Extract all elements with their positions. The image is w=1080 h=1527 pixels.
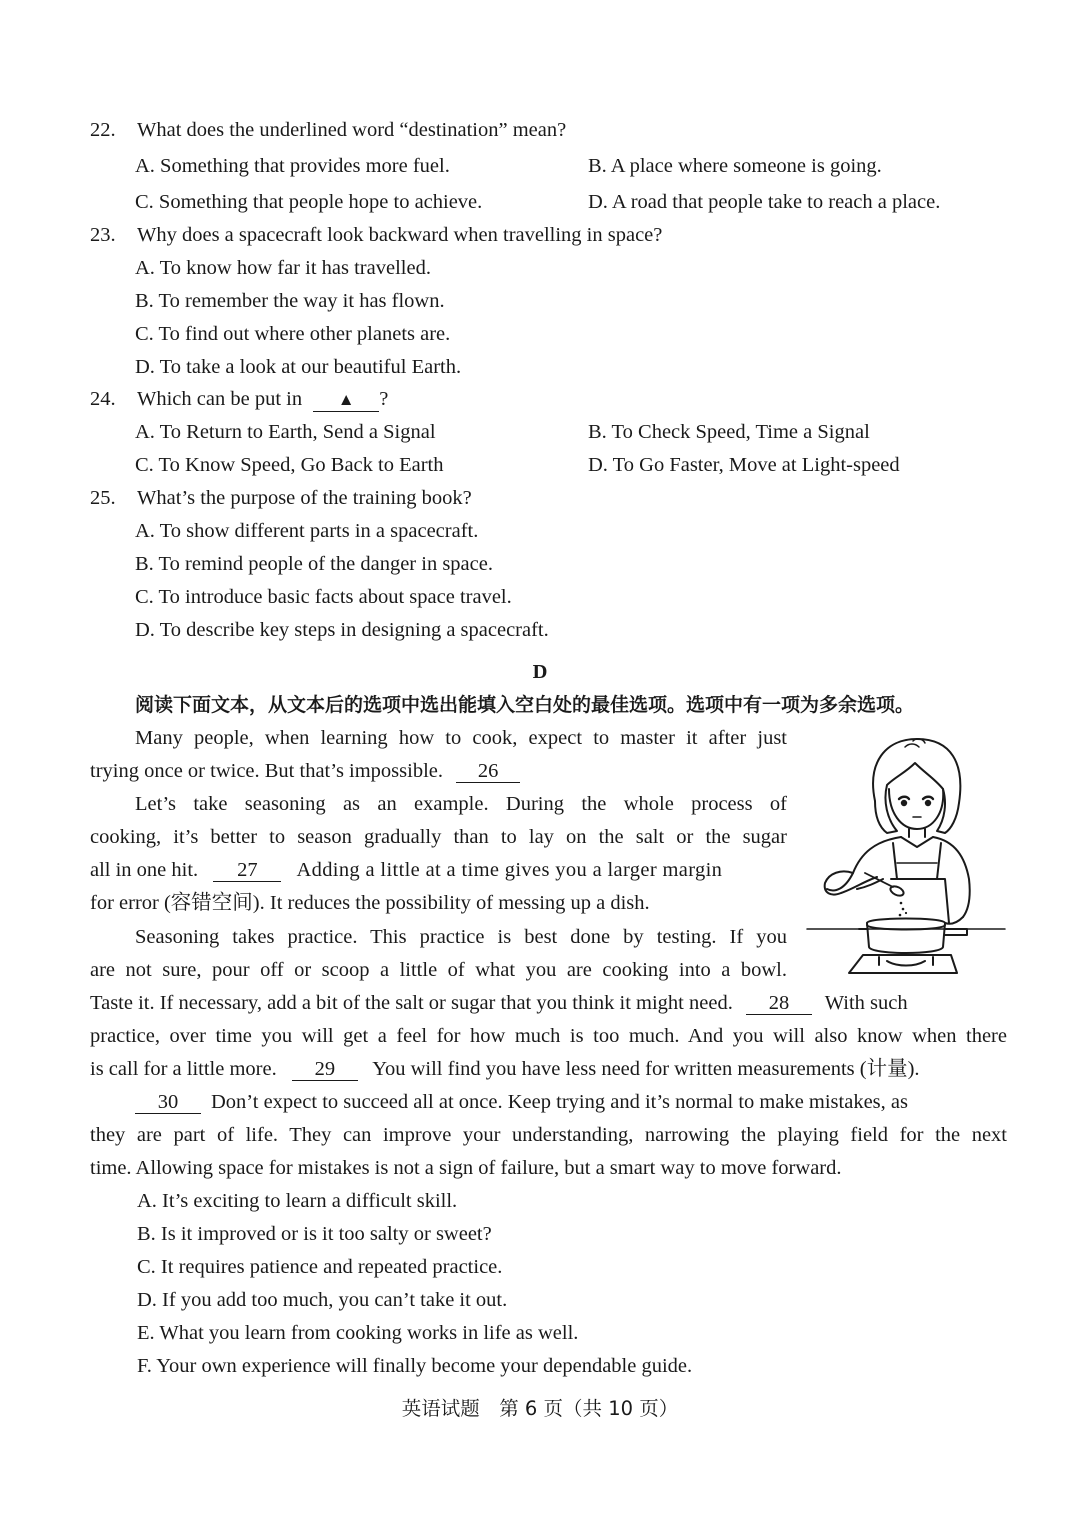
q25-number: 25. xyxy=(90,487,116,509)
q22-option-a: A. Something that provides more fuel. xyxy=(135,155,450,177)
option-b: B. Is it improved or is it too salty or sweet? xyxy=(137,1223,492,1245)
option-f: F. Your own experience will finally become your dependable guide. xyxy=(137,1355,693,1377)
passage-p3-line2: are not sure, pour off or scoop a little of what you are cooking into a bowl. xyxy=(90,959,787,981)
passage-p3-line5 xyxy=(90,1056,920,1082)
q24-stem xyxy=(137,386,388,412)
passage-p2-line3-post: Adding a little at a time gives you a larger margin xyxy=(296,859,723,881)
passage-p1-line1: Many people, when learning how to cook, expect to master it after just xyxy=(135,727,787,749)
passage-p3-line4: practice, over time you will get a feel for how much is too much. And you will also know when there xyxy=(90,1025,1007,1047)
q24-blank: ▲ xyxy=(313,389,379,412)
q24-stem-post: ? xyxy=(379,388,389,410)
passage-p2-line3 xyxy=(90,857,722,883)
passage-p4-line3: time. Allowing space for mistakes is not a sign of failure, but a smart way to move forward. xyxy=(90,1157,842,1179)
q23-number: 23. xyxy=(90,224,116,246)
q22-option-b: B. A place where someone is going. xyxy=(588,155,882,177)
q25-option-d: D. To describe key steps in designing a spacecraft. xyxy=(135,619,549,641)
passage-p4-line2: they are part of life. They can improve your understanding, narrowing the playing field for the next xyxy=(90,1124,1007,1146)
q24-option-b: B. To Check Speed, Time a Signal xyxy=(588,421,870,443)
q24-option-a: A. To Return to Earth, Send a Signal xyxy=(135,421,436,443)
passage-p3-line3 xyxy=(90,990,908,1016)
passage-p4-line1 xyxy=(135,1089,908,1115)
q24-option-c: C. To Know Speed, Go Back to Earth xyxy=(135,454,444,476)
girl-cooking-illustration xyxy=(805,733,1010,978)
q25-stem: What’s the purpose of the training book? xyxy=(137,487,472,509)
passage-p3-line5-post: You will find you have less need for written measurements (计量). xyxy=(372,1058,920,1080)
blank-26: 26 xyxy=(456,760,520,783)
section-instruction: 阅读下面文本，从文本后的选项中选出能填入空白处的最佳选项。选项中有一项为多余选项。 xyxy=(135,694,915,716)
option-c: C. It requires patience and repeated practice. xyxy=(137,1256,503,1278)
q25-option-a: A. To show different parts in a spacecraft. xyxy=(135,520,479,542)
passage-p3-line3-pre: Taste it. If necessary, add a bit of the salt or sugar that you think it might need. xyxy=(90,992,733,1014)
q25-option-c: C. To introduce basic facts about space travel. xyxy=(135,586,512,608)
passage-p3-line3-post: With such xyxy=(824,992,908,1014)
option-d: D. If you add too much, you can’t take it out. xyxy=(137,1289,508,1311)
blank-28: 28 xyxy=(746,992,812,1015)
q23-option-c: C. To find out where other planets are. xyxy=(135,323,451,345)
q23-option-b: B. To remember the way it has flown. xyxy=(135,290,445,312)
q24-stem-pre: Which can be put in xyxy=(137,388,303,410)
passage-p2-line4: for error (容错空间). It reduces the possibility of messing up a dish. xyxy=(90,892,650,914)
q24-number: 24. xyxy=(90,388,116,410)
section-title: D xyxy=(532,661,548,683)
passage-p3-line5-pre: is call for a little more. xyxy=(90,1058,277,1080)
option-a: A. It’s exciting to learn a difficult skill. xyxy=(137,1190,458,1212)
q22-number: 22. xyxy=(90,119,116,141)
passage-p2-line3-pre: all in one hit. xyxy=(90,859,199,881)
blank-27: 27 xyxy=(213,859,281,882)
q22-stem: What does the underlined word “destination” mean? xyxy=(137,119,567,141)
q23-option-a: A. To know how far it has travelled. xyxy=(135,257,431,279)
passage-p4-line1-post: Don’t expect to succeed all at once. Keep trying and it’s normal to make mistakes, as xyxy=(211,1091,908,1113)
blank-30: 30 xyxy=(135,1091,201,1114)
q22-option-d: D. A road that people take to reach a place. xyxy=(588,191,941,213)
passage-p2-line1: Let’s take seasoning as an example. During the whole process of xyxy=(135,793,787,815)
option-e: E. What you learn from cooking works in life as well. xyxy=(137,1322,579,1344)
q22-option-c: C. Something that people hope to achieve. xyxy=(135,191,483,213)
passage-p2-line2: cooking, it’s better to season gradually than to lay on the salt or the sugar xyxy=(90,826,787,848)
q23-option-d: D. To take a look at our beautiful Earth. xyxy=(135,356,462,378)
q23-stem: Why does a spacecraft look backward when travelling in space? xyxy=(137,224,663,246)
q25-option-b: B. To remind people of the danger in space. xyxy=(135,553,493,575)
blank-29: 29 xyxy=(292,1058,358,1081)
passage-p3-line1: Seasoning takes practice. This practice is best done by testing. If you xyxy=(135,926,787,948)
q24-option-d: D. To Go Faster, Move at Light-speed xyxy=(588,454,900,476)
passage-p1-line2-text: trying once or twice. But that’s impossible. xyxy=(90,760,444,782)
passage-p1-line2 xyxy=(90,758,520,784)
page-footer: 英语试题 第 6 页（共 10 页） xyxy=(401,1397,679,1420)
